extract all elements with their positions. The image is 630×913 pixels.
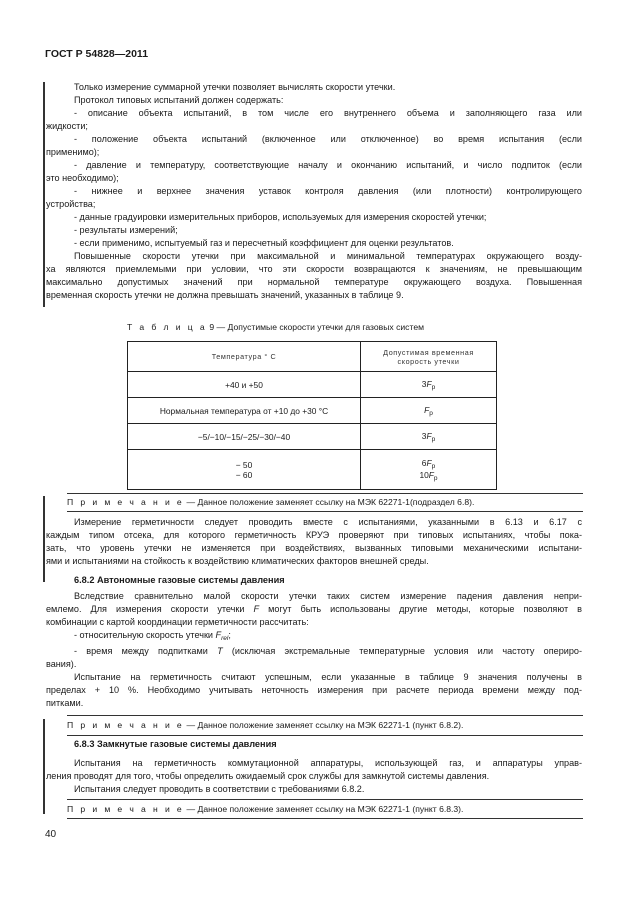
list-item: - результаты измерений; bbox=[74, 225, 178, 235]
coefficient: 10 bbox=[419, 469, 429, 480]
temperature-value: − 50 bbox=[235, 459, 253, 470]
temperature-value: − 60 bbox=[235, 469, 253, 480]
list-item bbox=[46, 645, 582, 658]
table-cell-leak-rate bbox=[361, 372, 497, 398]
revision-bar bbox=[43, 496, 45, 582]
symbol-f: F bbox=[426, 378, 432, 389]
text-line bbox=[46, 603, 582, 616]
text-line: Измерение герметичности следует проводить вместе с испытаниями, указанными в 6.13 и 6.17 с bbox=[74, 517, 582, 527]
divider bbox=[67, 493, 583, 494]
text-span: (исключая экстремальные температурные условия или частоту опериро- bbox=[222, 646, 582, 656]
text-line: Испытания на герметичность коммутационной аппаратуры, использующей газ, и аппаратуры управ- bbox=[74, 758, 582, 768]
text-line: Вследствие сравнительно малой скорости утечки таких систем измерение падения давления непри- bbox=[74, 591, 582, 601]
column-header-line: скорость утечки bbox=[397, 356, 460, 366]
note bbox=[67, 803, 583, 815]
page-number: 40 bbox=[45, 829, 57, 840]
text-span: могут быть использованы другие методы, которые позволяют в bbox=[259, 604, 582, 614]
section-heading: 6.8.3 Замкнутые газовые системы давления bbox=[74, 739, 277, 749]
column-header-temperature: Температура ° С bbox=[128, 342, 361, 372]
symbol-subscript: p bbox=[433, 474, 438, 482]
symbol-subscript: p bbox=[431, 383, 436, 391]
column-header-leak-rate bbox=[361, 342, 497, 372]
text-line: комбинации с картой координации герметичности рассчитать: bbox=[46, 617, 309, 627]
text-line: зать, что уровень утечки не изменяется при воздействиях, вызванных типовыми механическими испытани- bbox=[46, 543, 582, 553]
text-line: ями и испытаниями на стойкость к воздействию климатических факторов внешней среды. bbox=[46, 556, 429, 566]
coefficient: 6 bbox=[421, 457, 427, 468]
document-header: ГОСТ Р 54828—2011 bbox=[45, 48, 149, 60]
text-span: ; bbox=[228, 630, 231, 640]
section-heading: 6.8.2 Автономные газовые системы давления bbox=[74, 575, 285, 585]
text-span: - время между подпитками bbox=[74, 646, 218, 656]
table-cell-leak-rate bbox=[361, 424, 497, 450]
column-header-line: Допустимая временная bbox=[383, 347, 474, 357]
note-label: П р и м е ч а н и е bbox=[67, 497, 185, 507]
coefficient: 3 bbox=[421, 378, 427, 389]
table-cell-temperature: Нормальная температура от +10 до +30 °С bbox=[128, 398, 361, 424]
table-row bbox=[128, 424, 497, 450]
table-row bbox=[128, 450, 497, 490]
text-span: емлемо. Для измерения скорости утечки bbox=[46, 604, 254, 614]
list-item: - если применимо, испытуемый газ и пересчетный коэффициент для оценки результатов. bbox=[74, 238, 454, 248]
text-line: ления проводят для того, чтобы определить ожидаемый срок службы для замкнутой системы давления. bbox=[46, 771, 490, 781]
test-report-section bbox=[46, 81, 582, 302]
table-cell-temperature bbox=[128, 450, 361, 490]
list-item: - описание объекта испытаний, в том числе его внутреннего объема и заполняющего газа или bbox=[74, 108, 582, 118]
symbol-t: T bbox=[217, 646, 223, 656]
table-caption bbox=[127, 322, 424, 332]
list-item: - данные градуировки измерительных приборов, используемых для измерения скоростей утечки; bbox=[74, 212, 487, 222]
text-line: Повышенные скорости утечки при максимальной и минимальной температурах окружающего возду- bbox=[74, 251, 582, 261]
list-item: - нижнее и верхнее значения уставок контроля давления (или плотности) контролирующего bbox=[74, 186, 582, 196]
symbol-subscript: rel bbox=[221, 635, 229, 642]
text-line: Только измерение суммарной утечки позволяет вычислять скорости утечки. bbox=[74, 82, 396, 92]
text-line: применимо); bbox=[46, 147, 100, 157]
table-cell-leak-rate bbox=[361, 450, 497, 490]
table-cell-temperature: −5/−10/−15/−25/−30/−40 bbox=[128, 424, 361, 450]
text-line: устройства; bbox=[46, 199, 96, 209]
note-label: П р и м е ч а н и е bbox=[67, 804, 185, 814]
text-line: питками. bbox=[46, 698, 84, 708]
revision-bar bbox=[43, 82, 45, 307]
text-line: каждым типом отсека, для которого герметичность КРУЭ проверяют при типовых испытаниях, чтобы пока- bbox=[46, 530, 582, 540]
table-cell-temperature: +40 и +50 bbox=[128, 372, 361, 398]
divider bbox=[67, 818, 583, 819]
text-line: вания). bbox=[46, 659, 77, 669]
symbol-f: F bbox=[426, 430, 432, 441]
coefficient: 3 bbox=[421, 430, 427, 441]
divider bbox=[67, 735, 583, 736]
divider bbox=[67, 715, 583, 716]
symbol-subscript: p bbox=[429, 409, 433, 417]
text-line: жидкости; bbox=[46, 121, 88, 131]
text-line: Испытание на герметичность считают успешным, если указанные в таблице 9 значения получены в bbox=[74, 672, 582, 682]
symbol-subscript: p bbox=[431, 435, 436, 443]
text-line: Протокол типовых испытаний должен содержать: bbox=[74, 95, 284, 105]
symbol-f: F bbox=[215, 630, 222, 640]
note-label: П р и м е ч а н и е bbox=[67, 720, 185, 730]
leak-rate-value bbox=[361, 470, 496, 482]
table-row bbox=[128, 398, 497, 424]
section-6-8-2-body bbox=[46, 590, 582, 710]
text-line: Испытания следует проводить в соответствии с требованиями 6.8.2. bbox=[74, 784, 365, 794]
text-line: временная скорость утечки не должна превышать значений, указанных в таблице 9. bbox=[46, 290, 404, 300]
text-line: пределах + 10 %. Необходимо учитывать неточность измерения при расчете периода времени между под- bbox=[46, 685, 582, 695]
note bbox=[67, 719, 583, 731]
divider bbox=[67, 511, 583, 512]
table-caption-label: Т а б л и ц а bbox=[127, 322, 207, 332]
symbol-f: F bbox=[428, 469, 434, 480]
leak-rate-value bbox=[361, 458, 496, 470]
text-line: это необходимо); bbox=[46, 173, 119, 183]
divider bbox=[67, 799, 583, 800]
revision-bar bbox=[43, 719, 45, 814]
list-item bbox=[46, 629, 582, 645]
note-text: — Данное положение заменяет ссылку на МЭК 62271-1 (пункт 6.8.2). bbox=[184, 720, 464, 730]
note-text: — Данное положение заменяет ссылку на МЭК 62271-1 (пункт 6.8.3). bbox=[184, 804, 464, 814]
symbol-f: F bbox=[253, 604, 260, 614]
note bbox=[67, 496, 583, 508]
text-span: - относительную скорость утечки bbox=[74, 630, 216, 640]
measurement-paragraph bbox=[46, 516, 582, 568]
list-item: - давление и температуру, соответствующие началу и окончанию испытаний, и число подпиток (если bbox=[74, 160, 582, 170]
symbol-f: F bbox=[426, 457, 432, 468]
table-cell-leak-rate bbox=[361, 398, 497, 424]
note-text: — Данное положение заменяет ссылку на МЭК 62271-1(подраздел 6.8). bbox=[184, 497, 475, 507]
symbol-subscript: p bbox=[431, 462, 436, 470]
leak-rate-table bbox=[127, 341, 497, 490]
text-line: максимально допустимых значений при нормальной температуре окружающего воздуха. Повышенная bbox=[46, 277, 582, 287]
text-line: ха являются приемлемыми при условии, что эти скорости возвращаются к значениям, не превышающим bbox=[46, 264, 582, 274]
table-caption-text: 9 — Допустимые скорости утечки для газовых систем bbox=[209, 322, 425, 332]
table-header-row bbox=[128, 342, 497, 372]
section-6-8-3-body bbox=[46, 757, 582, 796]
table-row bbox=[128, 372, 497, 398]
symbol-f: F bbox=[424, 404, 430, 415]
list-item: - положение объекта испытаний (включенное или отключенное) во время испытания (если bbox=[74, 134, 582, 144]
